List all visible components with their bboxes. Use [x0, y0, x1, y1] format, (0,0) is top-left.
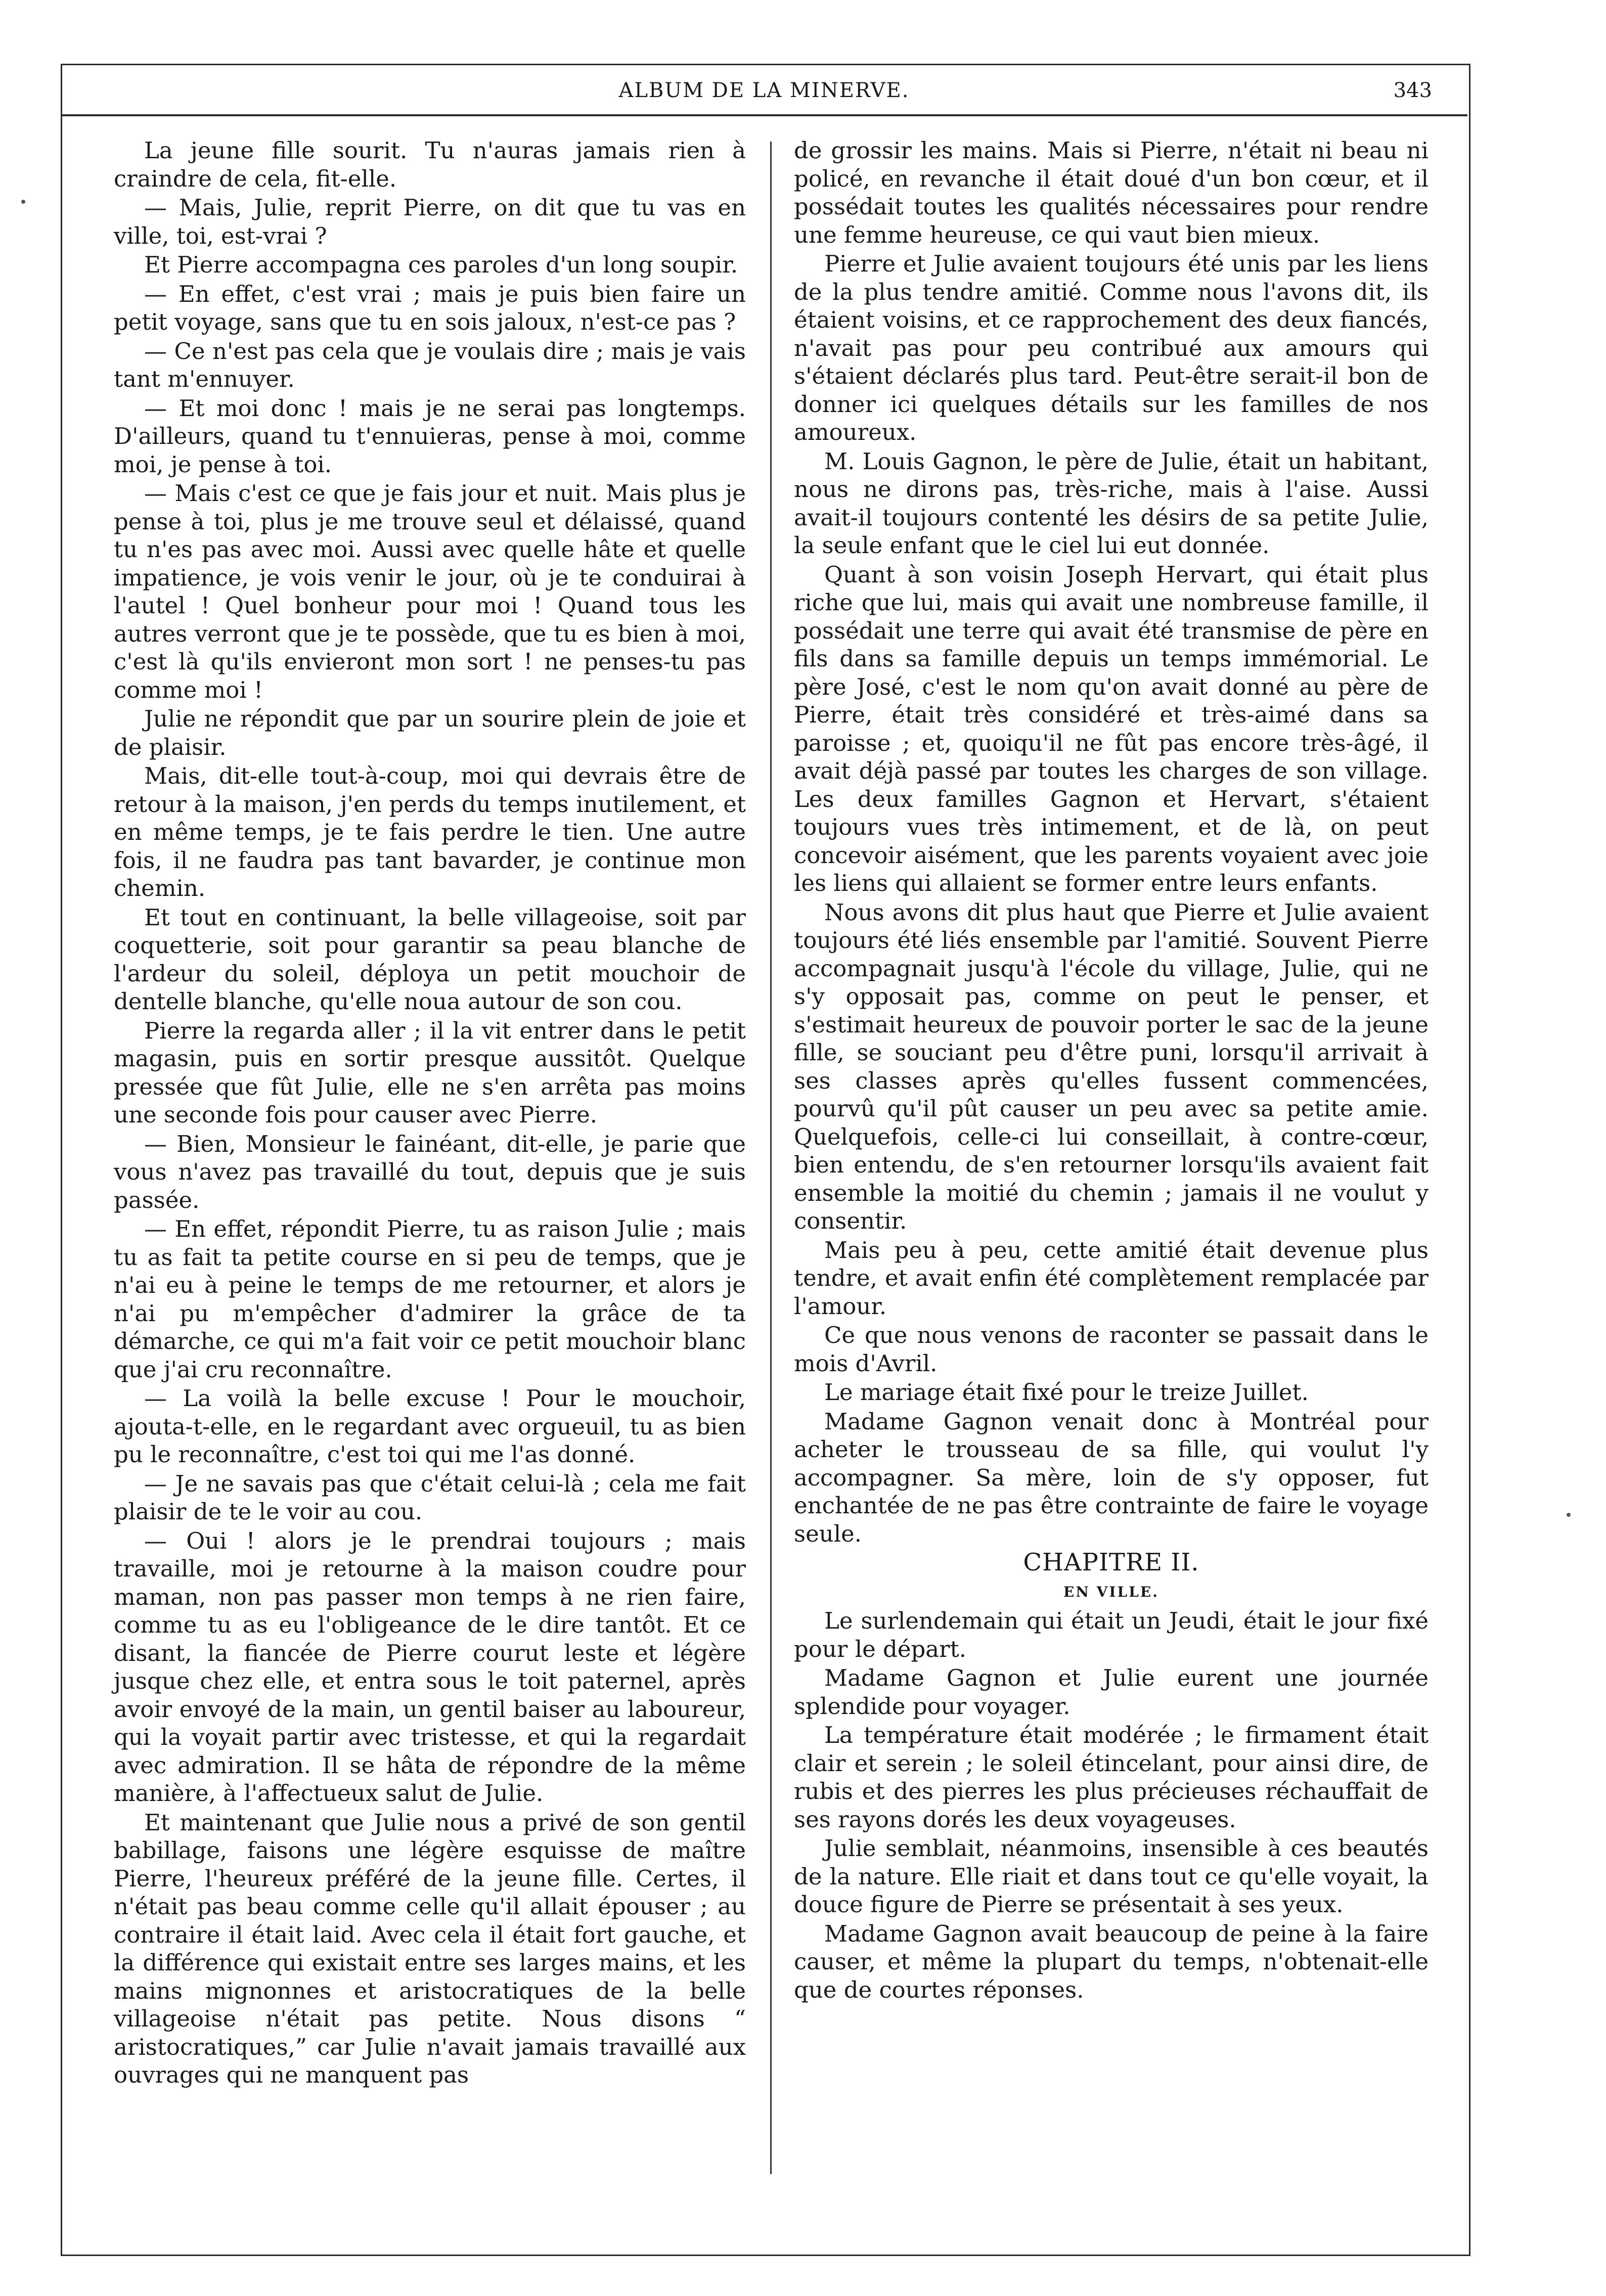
running-title: ALBUM DE LA MINERVE. [618, 79, 910, 102]
paragraph: Mais peu à peu, cette amitié était devenue plus tendre, et avait enfin été complètement remplacée par l'amour. [794, 1236, 1429, 1320]
column-divider [770, 142, 772, 2174]
paragraph: Le mariage était fixé pour le treize Juillet. [824, 1379, 1309, 1406]
paragraph: — Oui ! alors je le prendrai toujours ; mais travaille, moi je retourne à la maison coudre pour maman, non pas passer mon temps à ne rien faire, comme tu as eu l'obligeance de le dire tantôt. Et ce disant, la fiancée de Pierre courut leste et légère jusque chez elle, et entra sous le toit paternel, après avoir envoyé de la main, un gentil baiser au laboureur, qui la voyait partir avec tristesse, et qui la regardait avec admiration. Il se hâta de répondre de la même manière, à l'affectueux salut de Julie. [114, 1527, 746, 1807]
paragraph: Pierre et Julie avaient toujours été unis par les liens de la plus tendre amitié. Comme nous l'avons dit, ils étaient voisins, et ce rapprochement des deux fiancés, n'avait pas pour peu contribué aux amours qui s'étaient déclarés plus tard. Peut-être serait-il bon de donner ici quelques détails sur les familles de nos amoureux. [794, 250, 1429, 445]
paragraph: Ce que nous venons de raconter se passait dans le mois d'Avril. [794, 1322, 1429, 1377]
paragraph: — En effet, c'est vrai ; mais je puis bien faire un petit voyage, sans que tu en sois jaloux, n'est-ce pas ? [114, 280, 746, 335]
paragraph: Mais, dit-elle tout-à-coup, moi qui devrais être de retour à la maison, j'en perds du temps inutilement, et en même temps, je te fais perdre le tien. Une autre fois, il ne faudra pas tant bavarder, je continue mon chemin. [114, 762, 746, 902]
paragraph: — Mais c'est ce que je fais jour et nuit. Mais plus je pense à toi, plus je me trouve seul et délaissé, quand tu n'es pas avec moi. Aussi avec quelle hâte et quelle impatience, je vois venir le jour, où je te conduirai à l'autel ! Quel bonheur pour moi ! Quand tous les autres verront que je te possède, que tu es bien à moi, c'est là qu'ils envieront mon sort ! ne penses-tu pas comme moi ! [114, 480, 746, 703]
paragraph: Et maintenant que Julie nous a privé de son gentil babillage, faisons une légère esquisse de maître Pierre, l'heureux préféré de la jeune fille. Certes, il n'était pas beau comme celle qu'il allait épouser ; au contraire il était laid. Avec cela il était fort gauche, et la différence qui existait entre ses larges mains, et les mains mignonnes et aristocratiques de la belle villageoise n'était pas petite. Nous disons “ aristocratiques,” car Julie n'avait jamais travaillé aux ouvrages qui ne manquent pas [114, 1809, 746, 2088]
chapter-subtitle: EN VILLE. [1063, 1583, 1159, 1600]
paragraph: Julie ne répondit que par un sourire plein de joie et de plaisir. [114, 705, 746, 760]
margin-speck [1567, 1513, 1571, 1517]
paragraph: Madame Gagnon venait donc à Montréal pour acheter le trousseau de sa fille, qui voulut l'y accompagner. Sa mère, loin de s'y opposer, fut enchantée de ne pas être contrainte de faire le voyage seule. [794, 1408, 1429, 1547]
paragraph: — Bien, Monsieur le fainéant, dit-elle, je parie que vous n'avez pas travaillé du tout, depuis que je suis passée. [114, 1130, 746, 1213]
paragraph: de grossir les mains. Mais si Pierre, n'était ni beau ni policé, en revanche il était doué d'un bon cœur, et il possédait toutes les qualités nécessaires pour rendre une femme heureuse, ce qui vaut bien mieux. [794, 137, 1429, 248]
paragraph: Madame Gagnon et Julie eurent une journée splendide pour voyager. [794, 1664, 1429, 1720]
paragraph: — Et moi donc ! mais je ne serai pas longtemps. D'ailleurs, quand tu t'ennuieras, pense à moi, comme moi, je pense à toi. [114, 394, 746, 478]
paragraph: Madame Gagnon avait beaucoup de peine à la faire causer, et même la plupart du temps, n'obtenait-elle que de courtes réponses. [794, 1920, 1429, 2003]
paragraph: Nous avons dit plus haut que Pierre et Julie avaient toujours été liés ensemble par l'amitié. Souvent Pierre accompagnait jusqu'à l'école du village, Julie, qui ne s'y opposait pas, comme on peut le penser, et s'estimait heureux de pouvoir porter le sac de la jeune fille, se souciant peu d'être puni, lorsqu'il arrivait à ses classes après qu'elles fussent commencées, pourvû qu'il pût causer un peu avec sa petite amie. Quelquefois, celle-ci lui conseillait, à contre-cœur, bien entendu, de s'en retourner lorsqu'ils avaient fait ensemble la moitié du chemin ; jamais il ne voulut y consentir. [794, 898, 1429, 1234]
paragraph: La jeune fille sourit. Tu n'auras jamais rien à craindre de cela, fit-elle. [114, 137, 746, 192]
paragraph: — Ce n'est pas cela que je voulais dire ; mais je vais tant m'ennuyer. [114, 337, 746, 392]
paragraph: La température était modérée ; le firmament était clair et serein ; le soleil étincelant, pour ainsi dire, de rubis et des pierres les plus précieuses réchauffait de ses rayons dorés les deux voyageuses. [794, 1722, 1429, 1833]
paragraph: Le surlendemain qui était un Jeudi, était le jour fixé pour le départ. [794, 1607, 1429, 1662]
paragraph: — La voilà la belle excuse ! Pour le mouchoir, ajouta-t-elle, en le regardant avec orgueuil, tu as bien pu le reconnaître, c'est toi qui me l'as donné. [114, 1385, 746, 1468]
left-column [114, 137, 746, 2090]
paragraph: Et tout en continuant, la belle villageoise, soit par coquetterie, soit pour garantir sa peau blanche de l'ardeur du soleil, déploya un petit mouchoir de dentelle blanche, qu'elle noua autour de son cou. [114, 904, 746, 1015]
paragraph: — En effet, répondit Pierre, tu as raison Julie ; mais tu as fait ta petite course en si peu de temps, que je n'ai eu à peine le temps de me retourner, et alors je n'ai pu m'empêcher d'admirer la grâce de ta démarche, ce qui m'a fait voir ce petit mouchoir blanc que j'ai cru reconnaître. [114, 1215, 746, 1383]
paragraph: Pierre la regarda aller ; il la vit entrer dans le petit magasin, puis en sortir presque aussitôt. Quelque pressée que fût Julie, elle ne s'en arrêta pas moins une seconde fois pour causer avec Pierre. [114, 1017, 746, 1128]
chapter-title: CHAPITRE II. [1023, 1548, 1199, 1577]
paragraph: Et Pierre accompagna ces paroles d'un long soupir. [144, 251, 738, 278]
page-header [61, 64, 1467, 116]
paragraph: — Mais, Julie, reprit Pierre, on dit que tu vas en ville, toi, est-vrai ? [114, 194, 746, 249]
paragraph: Quant à son voisin Joseph Hervart, qui était plus riche que lui, mais qui avait une nombreuse famille, il possédait une terre qui avait été transmise de père en fils dans sa famille depuis un temps immémorial. Le père José, c'est le nom qu'on avait donné au père de Pierre, était très considéré et très-aimé dans sa paroisse ; et, quoiqu'il ne fût pas encore très-âgé, il avait déjà passé par toutes les charges de son village. Les deux familles Gagnon et Hervart, s'étaient toujours vues très intimement, et de là, on peut concevoir aisément, que les parents voyaient avec joie les liens qui allaient se former entre leurs enfants. [794, 561, 1429, 896]
paragraph: Julie semblait, néanmoins, insensible à ces beautés de la nature. Elle riait et dans tout ce qu'elle voyait, la douce figure de Pierre se présentait à ses yeux. [794, 1835, 1429, 1918]
right-column [794, 137, 1429, 2005]
margin-speck [21, 200, 25, 204]
paragraph: — Je ne savais pas que c'était celui-là ; cela me fait plaisir de te le voir au cou. [114, 1470, 746, 1525]
paragraph: M. Louis Gagnon, le père de Julie, était un habitant, nous ne dirons pas, très-riche, mais à l'aise. Aussi avait-il toujours contenté les désirs de sa petite Julie, la seule enfant que le ciel lui eut donnée. [794, 447, 1429, 559]
page-number: 343 [1393, 79, 1432, 102]
